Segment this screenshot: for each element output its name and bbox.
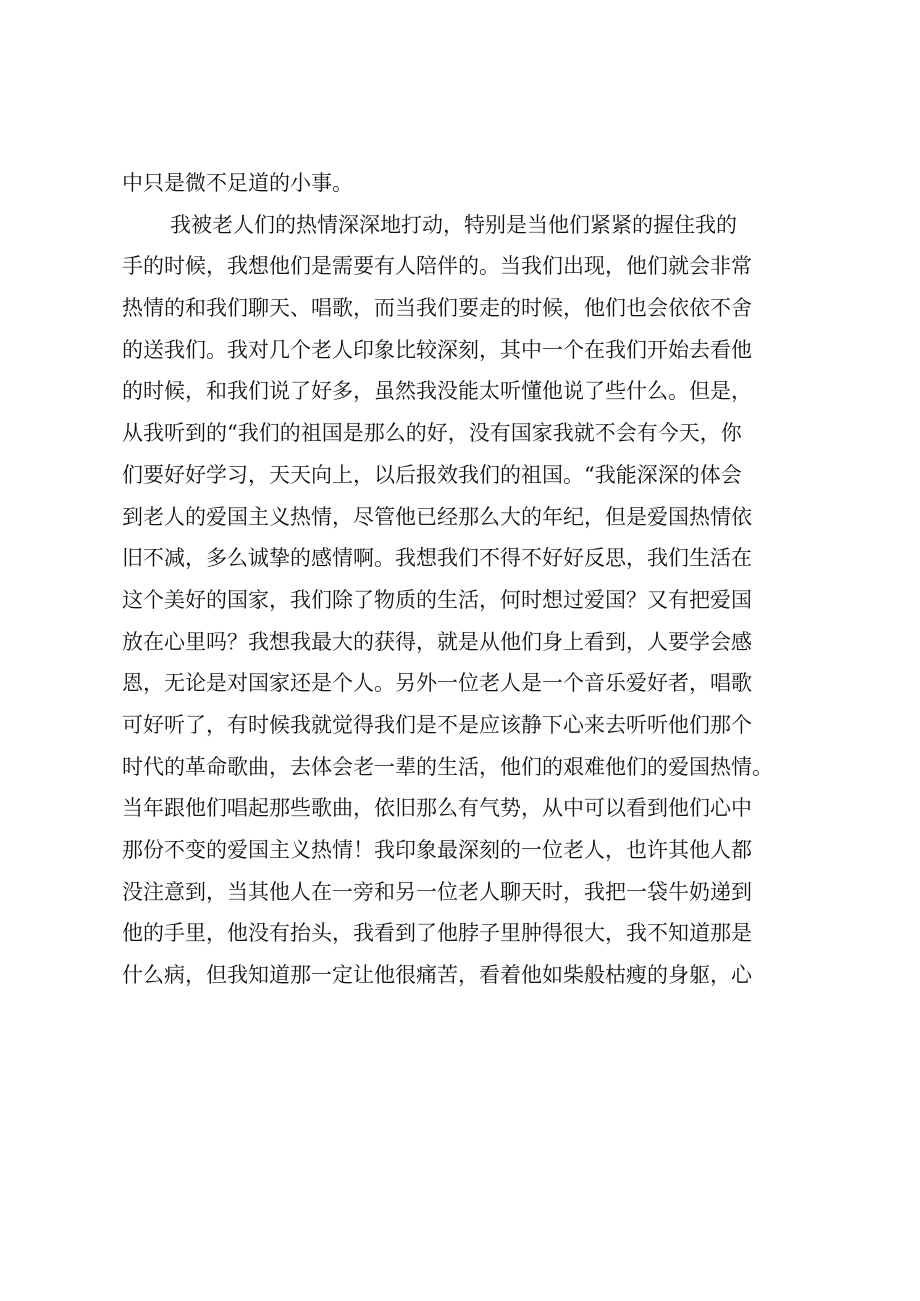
text-line: 的时候，和我们说了好多，虽然我没能太听懂他说了些什么。但是， bbox=[122, 379, 752, 404]
text-line: 到老人的爱国主义热情，尽管他已经那么大的年纪，但是爱国热情依 bbox=[122, 504, 752, 529]
text-line: 可好听了，有时候我就觉得我们是不是应该静下心来去听听他们那个 bbox=[122, 712, 752, 737]
text-line: 旧不减，多么诚挚的感情啊。我想我们不得不好好反思，我们生活在 bbox=[122, 546, 752, 571]
text-line: 什么病，但我知道那一定让他很痛苦，看着他如柴般枯瘦的身躯，心 bbox=[122, 963, 752, 988]
text-line: 没注意到，当其他人在一旁和另一位老人聊天时，我把一袋牛奶递到 bbox=[122, 879, 752, 904]
text-line: 的送我们。我对几个老人印象比较深刻，其中一个在我们开始去看他 bbox=[122, 337, 752, 362]
text-line: 恩，无论是对国家还是个人。另外一位老人是一个音乐爱好者，唱歌 bbox=[122, 671, 752, 696]
body-text bbox=[122, 163, 812, 997]
text-line: 他的手里，他没有抬头，我看到了他脖子里肿得很大，我不知道那是 bbox=[122, 921, 752, 946]
text-line: 们要好好学习，天天向上，以后报效我们的祖国。“我能深深的体会 bbox=[122, 462, 742, 487]
text-line: 热情的和我们聊天、唱歌，而当我们要走的时候，他们也会依依不舍 bbox=[122, 296, 752, 321]
text-line: 时代的革命歌曲，去体会老一辈的生活，他们的艰难他们的爱国热情。 bbox=[122, 754, 773, 779]
text-line: 那份不变的爱国主义热情！我印象最深刻的一位老人，也许其他人都 bbox=[122, 838, 752, 862]
text-line: 中只是微不足道的小事。 bbox=[122, 171, 353, 195]
text-line: 手的时候，我想他们是需要有人陪伴的。当我们出现，他们就会非常 bbox=[122, 254, 752, 279]
text-line: 当年跟他们唱起那些歌曲，依旧那么有气势，从中可以看到他们心中 bbox=[122, 796, 752, 821]
text-line: 从我听到的“我们的祖国是那么的好，没有国家我就不会有今天，你 bbox=[122, 421, 742, 446]
text-line: 这个美好的国家，我们除了物质的生活，何时想过爱国？又有把爱国 bbox=[122, 587, 752, 612]
paragraph-start-line: 我被老人们的热情深深地打动，特别是当他们紧紧的握住我的 bbox=[170, 212, 737, 237]
text-line: 放在心里吗？我想我最大的获得，就是从他们身上看到，人要学会感 bbox=[122, 629, 752, 654]
